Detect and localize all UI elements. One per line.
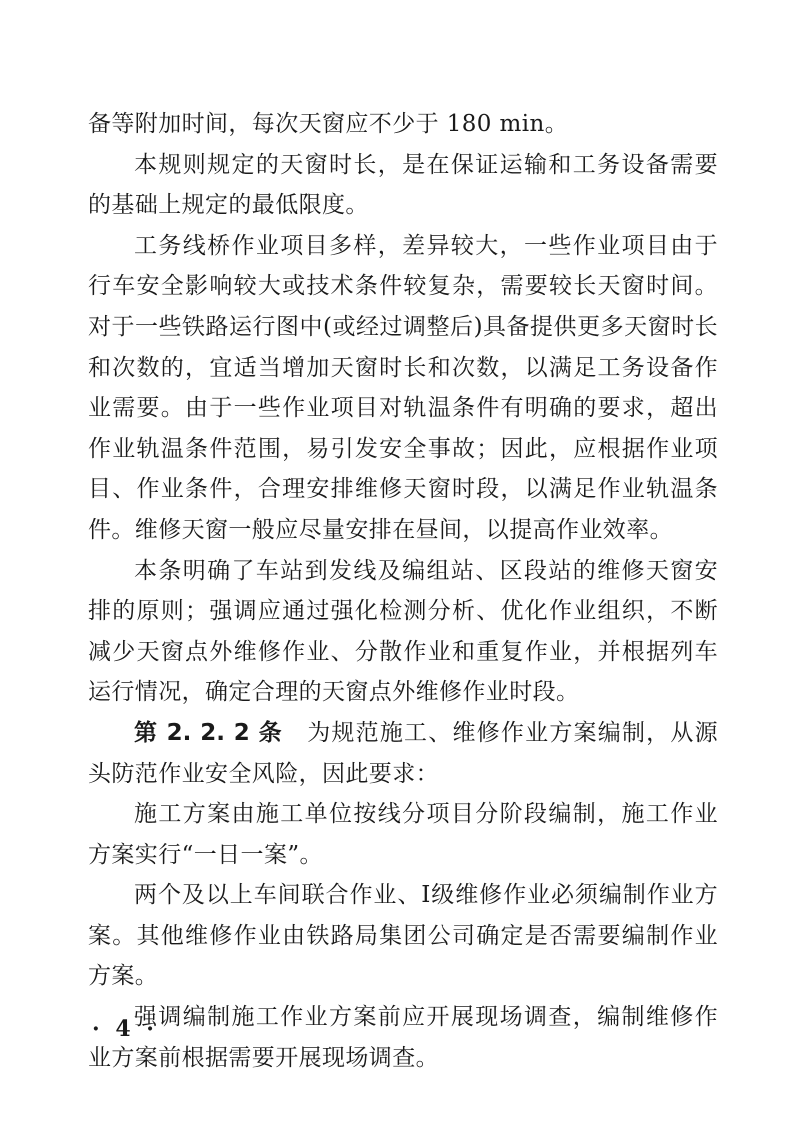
paragraph-window-duration: 本规则规定的天窗时长，是在保证运输和工务设备需要的基础上规定的最低限度。 bbox=[88, 151, 718, 219]
paragraph-station-windows: 本条明确了车站到发线及编组站、区段站的维修天窗安排的原则；强调应通过强化检测分析、优化作业组织，不断减少天窗点外维修作业、分散作业和重复作业，并根据列车运行情况，确定合理的天窗点外维修作业时段。 bbox=[88, 557, 718, 706]
paragraph-work-items: 工务线桥作业项目多样，差异较大，一些作业项目由于行车安全影响较大或技术条件较复杂，需要较长天窗时间。对于一些铁路运行图中(或经过调整后)具备提供更多天窗时长和次数的，宜适当增加天窗时长和次数，以满足工务设备作业需要。由于一些作业项目对轨温条件有明确的要求，超出作业轨温条件范围，易引发安全事故；因此，应根据作业项目、作业条件，合理安排维修天窗时段，以满足作业轨温条件。维修天窗一般应尽量安排在昼间，以提高作业效率。 bbox=[88, 232, 718, 543]
article-text: 为规范施工、维修作业方案编制，从源头防范作业安全风险，因此要求： bbox=[88, 719, 718, 787]
paragraph-article-2-2-2 bbox=[88, 713, 718, 794]
paragraph-site-survey: 强调编制施工作业方案前应开展现场调查，编制维修作业方案前根据需要开展现场调查。 bbox=[88, 1004, 718, 1071]
paragraph-construction-plan: 施工方案由施工单位按线分项目分阶段编制，施工作业方案实行“一日一案”。 bbox=[88, 801, 718, 868]
paragraph-maintenance-plan: 两个及以上车间联合作业、Ⅰ级维修作业必须编制作业方案。其他维修作业由铁路局集团公司确定是否需要编制作业方案。 bbox=[88, 882, 718, 990]
document-body bbox=[88, 104, 718, 1078]
article-number: 第 2. 2. 2 条 bbox=[134, 719, 283, 746]
paragraph-continued: 备等附加时间，每次天窗应不少于 180 min。 bbox=[88, 111, 569, 137]
page-number: · 4 · bbox=[92, 1016, 158, 1042]
